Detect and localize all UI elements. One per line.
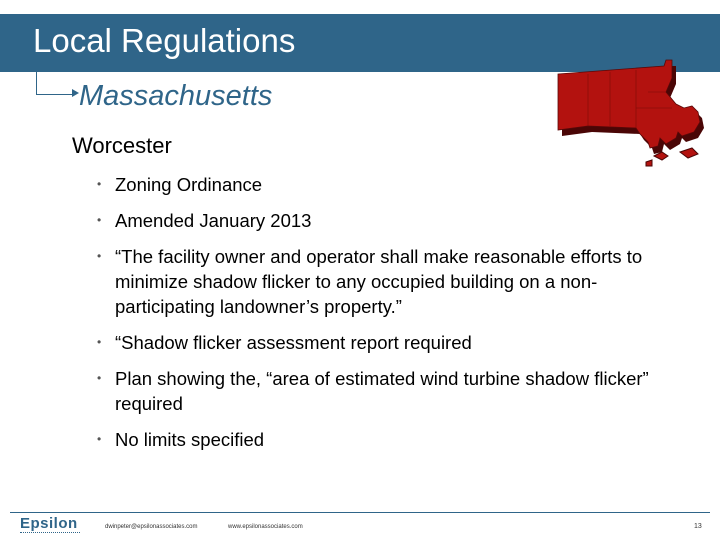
state-name: Massachusetts (79, 80, 273, 112)
massachusetts-map-icon (548, 48, 708, 176)
bullet-item: • Zoning Ordinance (97, 174, 263, 195)
footer-email[interactable]: dwinpeter@epsilonassociates.com (105, 524, 198, 530)
page-number: 13 (694, 523, 702, 530)
logo-underline (20, 532, 80, 535)
bullet-item: • “The facility owner and operator shall make reasonable efforts to minimize shadow flicker to any occupied building on a non-participating landowner’s property.” (97, 246, 643, 317)
connector-line (36, 72, 75, 95)
bullet-list (97, 172, 677, 463)
slide-title: Local Regulations (33, 22, 296, 59)
bullet-item: • “Shadow flicker assessment report required (97, 332, 472, 353)
city-heading: Worcester (72, 133, 172, 158)
bullet-item: • Amended January 2013 (97, 210, 312, 231)
bullet-dot-icon: • (97, 177, 102, 191)
bullet-item: • Plan showing the, “area of estimated wind turbine shadow flicker” required (97, 368, 649, 414)
bullet-dot-icon: • (97, 249, 102, 263)
bullet-dot-icon: • (97, 213, 102, 227)
company-logo: Epsilon (20, 515, 78, 532)
footer-divider (10, 512, 710, 513)
bullet-dot-icon: • (97, 371, 102, 385)
bullet-item: • No limits specified (97, 429, 265, 450)
footer-website[interactable]: www.epsilonassociates.com (228, 524, 303, 530)
bullet-dot-icon: • (97, 335, 102, 349)
bullet-dot-icon: • (97, 432, 102, 446)
connector-arrow-icon (72, 89, 79, 97)
